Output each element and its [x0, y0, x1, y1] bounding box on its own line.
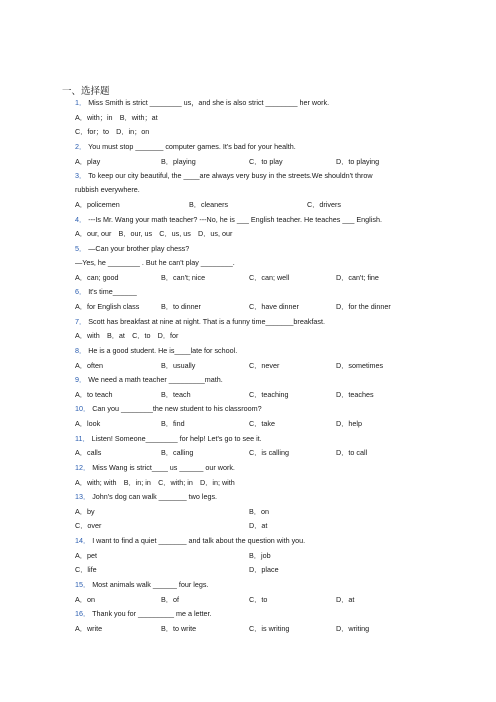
option-a[interactable]: A．pet	[75, 551, 97, 560]
question-10	[75, 404, 262, 414]
option-b[interactable]: B．usually	[161, 361, 196, 370]
question-number: 12．	[75, 463, 91, 472]
question-text: We need a math teacher _________math.	[88, 375, 223, 384]
question-text: —Can your brother play chess?	[88, 244, 190, 253]
option-d[interactable]: D．can't; fine	[336, 273, 379, 282]
question-11	[75, 434, 262, 444]
question-text: —Yes, he ________ . But he can't play ________.	[75, 258, 235, 267]
question-6	[75, 287, 137, 297]
question-number: 13．	[75, 492, 91, 501]
question-number: 2．	[75, 142, 87, 151]
question-number: 16．	[75, 609, 91, 618]
option-b[interactable]: B．can't; nice	[161, 273, 206, 282]
question-text: Can you ________the new student to his classroom?	[92, 404, 262, 413]
option-d[interactable]: D．at	[336, 595, 355, 604]
question-7	[75, 317, 325, 327]
option-line[interactable]: A．with; with B．in; in C．with; in D．in; with	[75, 478, 235, 487]
question-number: 11．	[75, 434, 90, 443]
question-4	[75, 215, 382, 225]
option-d[interactable]: D．for the dinner	[336, 302, 391, 311]
question-text: To keep our city beautiful, the ____are always very busy in the streets.We shouldn't throw	[88, 171, 373, 180]
option-c[interactable]: C．have dinner	[249, 302, 299, 311]
option-line[interactable]: A．with B．at C．to D．for	[75, 331, 179, 340]
option-a[interactable]: A．play	[75, 157, 101, 166]
option-line[interactable]: A．our, our B．our, us C．us, us D．us, our	[75, 229, 233, 238]
option-a[interactable]: A．look	[75, 419, 101, 428]
option-a[interactable]: A．policemen	[75, 200, 120, 209]
question-number: 7．	[75, 317, 87, 326]
option-b[interactable]: B．on	[249, 507, 269, 516]
question-text: Thank you for _________ me a letter.	[92, 609, 212, 618]
question-number: 10．	[75, 404, 91, 413]
option-d[interactable]: D．help	[336, 419, 362, 428]
question-1	[75, 98, 329, 108]
question-text: Miss Smith is strict ________ us，and she is also strict ________ her work.	[88, 98, 330, 107]
section-title: 一、选择题	[62, 86, 110, 97]
question-14	[75, 536, 305, 546]
question-text: Miss Wang is strict____ us ______ our work.	[92, 463, 235, 472]
option-c[interactable]: C．take	[249, 419, 275, 428]
question-text: Listen! Someone________ for help! Let's go to see it.	[91, 434, 262, 443]
option-d[interactable]: D．writing	[336, 624, 370, 633]
option-c[interactable]: C．can; well	[249, 273, 290, 282]
option-b[interactable]: B．of	[161, 595, 179, 604]
question-text: Scott has breakfast at nine at night. That is a funny time_______breakfast.	[88, 317, 325, 326]
option-a[interactable]: A．for English class	[75, 302, 140, 311]
question-number: 9．	[75, 375, 87, 384]
option-line[interactable]: C．for；to D．in；on	[75, 127, 150, 136]
question-number: 5．	[75, 244, 87, 253]
question-2	[75, 142, 296, 152]
question-text: rubbish everywhere.	[75, 185, 140, 194]
option-d[interactable]: D．to call	[336, 448, 368, 457]
option-c[interactable]: C．is calling	[249, 448, 289, 457]
option-d[interactable]: D．to playing	[336, 157, 380, 166]
option-a[interactable]: A．often	[75, 361, 103, 370]
question-3-continued	[75, 185, 140, 195]
question-number: 15．	[75, 580, 91, 589]
option-c[interactable]: C．life	[75, 565, 97, 574]
question-text: John's dog can walk _______ two legs.	[92, 492, 218, 501]
question-text: Most animals walk ______ four legs.	[92, 580, 209, 589]
option-d[interactable]: D．at	[249, 521, 268, 530]
option-b[interactable]: B．cleaners	[189, 200, 229, 209]
option-b[interactable]: B．find	[161, 419, 185, 428]
question-text: It's time______	[88, 287, 137, 296]
question-number: 4．	[75, 215, 87, 224]
option-b[interactable]: B．to write	[161, 624, 197, 633]
option-a[interactable]: A．can; good	[75, 273, 119, 282]
option-line[interactable]: A．with；in B．with；at	[75, 113, 158, 122]
option-a[interactable]: A．write	[75, 624, 103, 633]
option-a[interactable]: A．by	[75, 507, 95, 516]
option-a[interactable]: A．on	[75, 595, 95, 604]
question-number: 1．	[75, 98, 87, 107]
question-8	[75, 346, 237, 356]
option-c[interactable]: C．teaching	[249, 390, 289, 399]
option-a[interactable]: A．calls	[75, 448, 102, 457]
question-15	[75, 580, 208, 590]
question-text: He is a good student. He is____late for school.	[88, 346, 238, 355]
option-b[interactable]: B．teach	[161, 390, 191, 399]
option-d[interactable]: D．teaches	[336, 390, 374, 399]
option-c[interactable]: C．to play	[249, 157, 283, 166]
option-c[interactable]: C．drivers	[307, 200, 341, 209]
question-12	[75, 463, 235, 473]
option-c[interactable]: C．is writing	[249, 624, 290, 633]
option-c[interactable]: C．never	[249, 361, 280, 370]
question-5-continued	[75, 258, 235, 268]
question-number: 6．	[75, 287, 87, 296]
question-16	[75, 609, 212, 619]
option-a[interactable]: A．to teach	[75, 390, 113, 399]
option-d[interactable]: D．sometimes	[336, 361, 384, 370]
option-b[interactable]: B．job	[249, 551, 271, 560]
option-d[interactable]: D．place	[249, 565, 279, 574]
question-number: 8．	[75, 346, 87, 355]
question-9	[75, 375, 223, 385]
question-number: 14．	[75, 536, 91, 545]
option-b[interactable]: B．calling	[161, 448, 194, 457]
option-b[interactable]: B．playing	[161, 157, 196, 166]
question-number: 3．	[75, 171, 87, 180]
question-text: You must stop _______ computer games. It's bad for your health.	[88, 142, 296, 151]
question-text: ---Is Mr. Wang your math teacher? ---No, he is ___ English teacher. He teaches ___ English.	[88, 215, 382, 224]
option-b[interactable]: B．to dinner	[161, 302, 201, 311]
option-c[interactable]: C．over	[75, 521, 102, 530]
option-c[interactable]: C．to	[249, 595, 268, 604]
question-13	[75, 492, 217, 502]
question-5	[75, 244, 189, 254]
question-3	[75, 171, 373, 181]
question-text: I want to find a quiet _______ and talk about the question with you.	[92, 536, 306, 545]
